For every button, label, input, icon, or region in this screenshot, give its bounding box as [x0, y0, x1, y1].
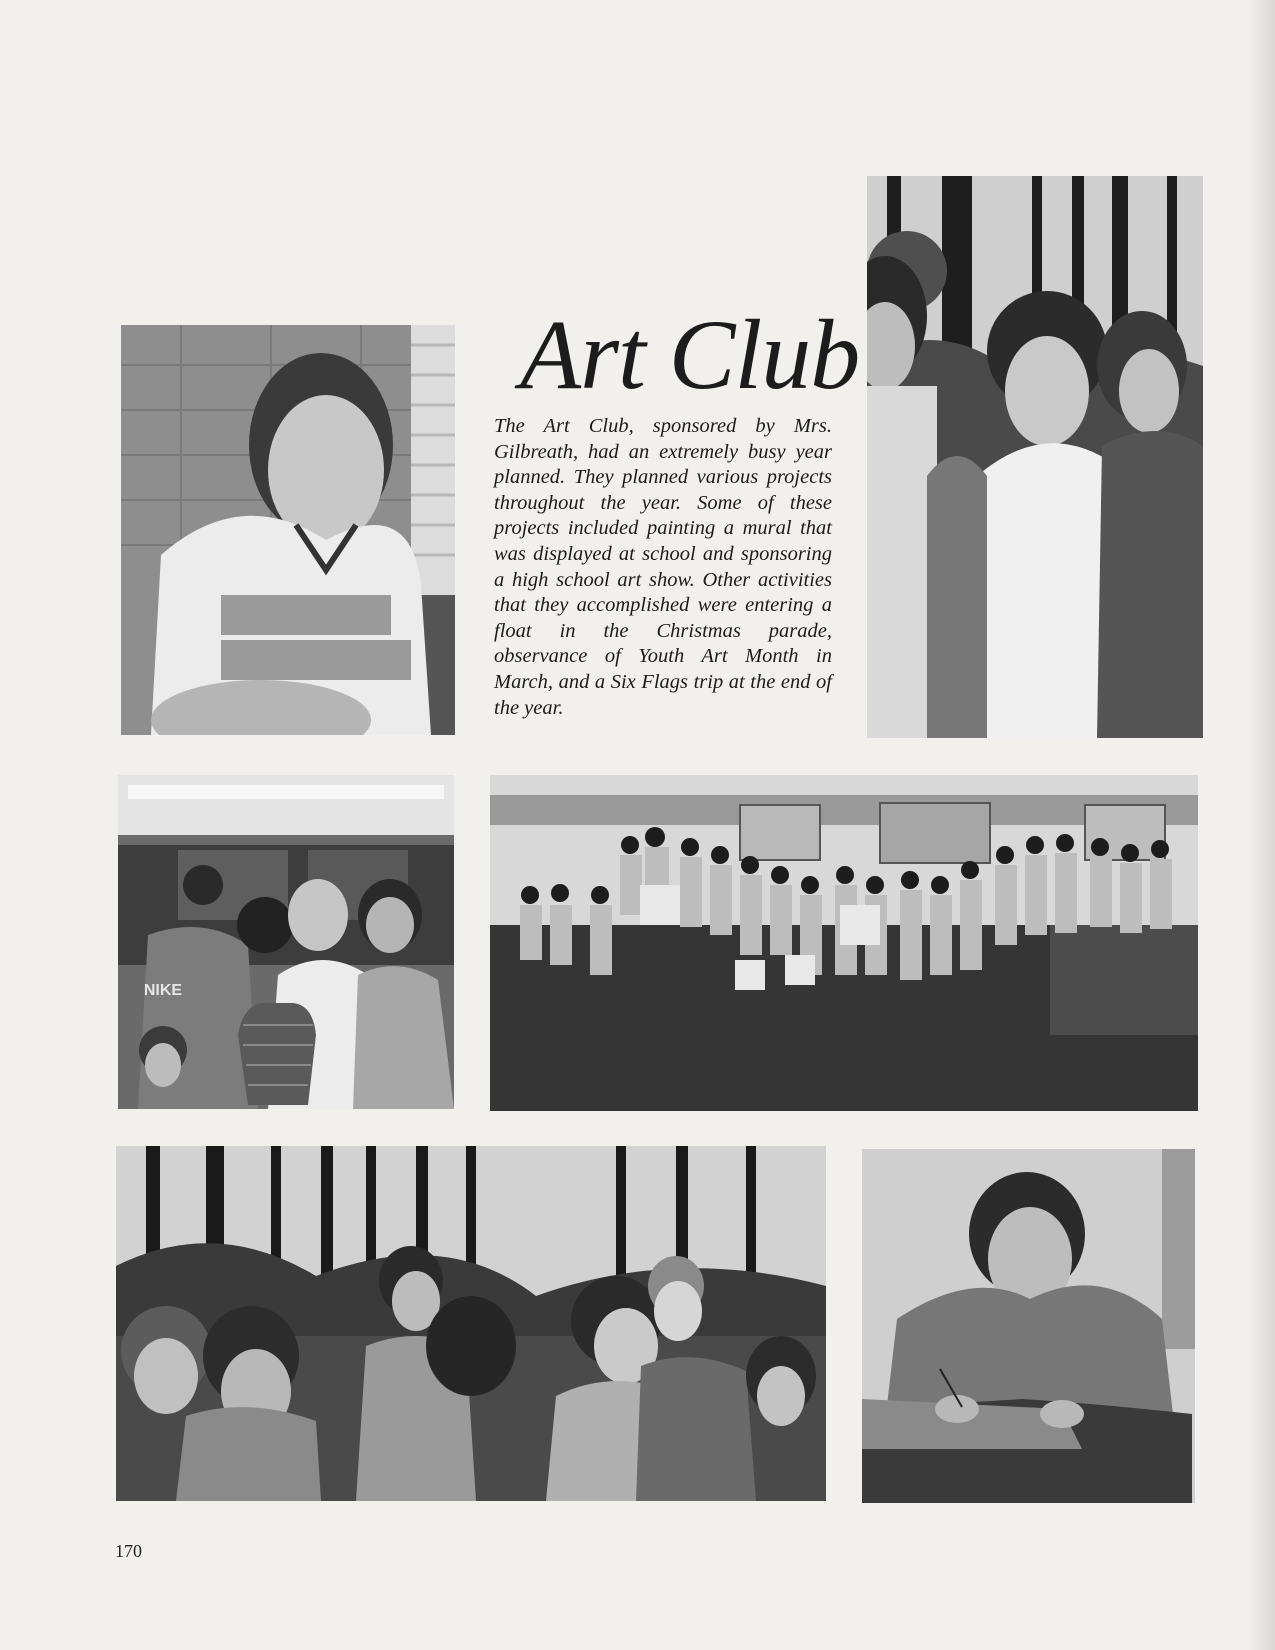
page-number: 170 [115, 1541, 142, 1561]
photo-students-trip [116, 1146, 826, 1501]
page-edge-shadow [1247, 0, 1275, 1650]
photo-club-group-image [490, 775, 1198, 1111]
photo-art-room-pottery [118, 775, 454, 1109]
photo-club-group [490, 775, 1198, 1111]
photo-student-at-desk [862, 1149, 1195, 1503]
photo-students-outdoors [867, 176, 1203, 738]
article-title: Art Club [520, 299, 860, 410]
photo-student-portrait-image [121, 325, 455, 735]
article-body: The Art Club, sponsored by Mrs. Gilbreath, had an extremely busy year planned. They planned various projects throughout the year. Some of these projects included painting a mural that was displayed at school and sponsoring a high school art show. Other activities that they accomplished were entering a float in the Christmas parade, observance of Youth Art Month in March, and a Six Flags trip at the end of the year. [494, 415, 832, 719]
photo-student-portrait [121, 325, 455, 735]
photo-students-outdoors-image [867, 176, 1203, 738]
photo-student-at-desk-image [862, 1149, 1195, 1503]
photo-students-trip-image [116, 1146, 826, 1501]
art-room-shirt-text: NIKE [143, 982, 183, 999]
photo-art-room-pottery-image [118, 775, 454, 1109]
